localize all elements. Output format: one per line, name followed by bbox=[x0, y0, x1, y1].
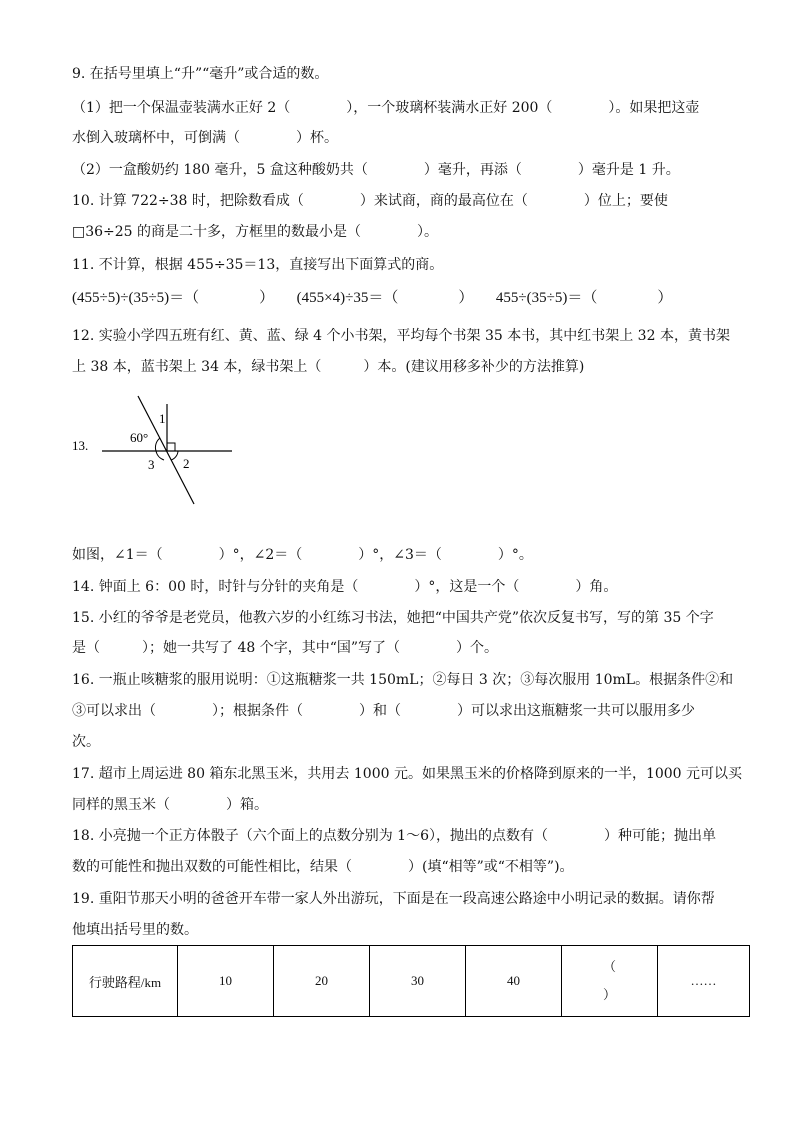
question-11: 11. 不计算，根据 455÷35＝13，直接写出下面算式的商。 bbox=[72, 257, 444, 273]
table-row bbox=[73, 946, 750, 1017]
distance-table bbox=[72, 945, 750, 1017]
question-17: 17. 超市上周运进 80 箱东北黑玉米，共用去 1000 元。如果黑玉米的价格降到原来的一半，1000 元可以买 bbox=[72, 766, 743, 782]
right-angle-mark bbox=[167, 443, 175, 451]
table-header-cell: 行驶路程/km bbox=[73, 946, 178, 1017]
question-10-cont: □36÷25 的商是二十多，方框里的数最小是（ ）。 bbox=[72, 224, 439, 240]
question-18: 18. 小亮抛一个正方体骰子（六个面上的点数分别为 1～6），抛出的点数有（ ）种可能；抛出单 bbox=[72, 828, 716, 844]
question-17-cont: 同样的黑玉米（ ）箱。 bbox=[72, 797, 268, 813]
slanted-line bbox=[138, 396, 194, 504]
angle-60-label: 60° bbox=[130, 430, 149, 445]
blank-open-paren: （ bbox=[602, 959, 616, 974]
question-12: 12. 实验小学四五班有红、黄、蓝、绿 4 个小书架，平均每个书架 35 本书，其中红书架上 32 本，黄书架 bbox=[72, 328, 730, 344]
table-cell: 10 bbox=[178, 946, 274, 1017]
question-9-part-1: （1）把一个保温壶装满水正好 2（ ），一个玻璃杯装满水正好 200（ ）。如果把这壶 bbox=[72, 100, 700, 116]
angle-arc-2 bbox=[171, 451, 178, 460]
table-ellipsis-cell: …… bbox=[658, 946, 750, 1017]
question-19-cont: 他填出括号里的数。 bbox=[72, 922, 198, 938]
question-13-blanks: 如图，∠1＝（ ）°，∠2＝（ ）°，∠3＝（ ）°。 bbox=[72, 547, 533, 563]
question-13-number: 13. bbox=[72, 438, 89, 453]
question-11-expressions: (455÷5)÷(35÷5)＝（ ） (455×4)÷35＝（ ） 455÷(35÷5)＝（ ） bbox=[72, 290, 673, 306]
angle-2-label: 2 bbox=[183, 456, 190, 471]
angle-1-label: 1 bbox=[159, 411, 166, 426]
table-cell: 20 bbox=[274, 946, 370, 1017]
question-9-part-1-cont: 水倒入玻璃杯中，可倒满（ ）杯。 bbox=[72, 130, 338, 146]
table-blank-cell[interactable] bbox=[562, 946, 658, 1017]
angle-arc-60 bbox=[155, 438, 160, 451]
question-12-cont: 上 38 本，蓝书架上 34 本，绿书架上（ ）本。(建议用移多补少的方法推算) bbox=[72, 359, 585, 375]
angle-arc-3 bbox=[156, 451, 164, 460]
question-16: 16. 一瓶止咳糖浆的服用说明：①这瓶糖浆一共 150mL；②每日 3 次；③每次服用 10mL。根据条件②和 bbox=[72, 672, 734, 688]
table-cell: 30 bbox=[370, 946, 466, 1017]
question-14: 14. 钟面上 6：00 时，时针与分针的夹角是（ ）°，这是一个（ ）角。 bbox=[72, 579, 618, 595]
blank-close-paren: ） bbox=[602, 987, 616, 1002]
question-15: 15. 小红的爷爷是老党员，他教六岁的小红练习书法，她把“中国共产党”依次反复书写，写的第 35 个字 bbox=[72, 610, 714, 626]
question-15-cont: 是（ ）；她一共写了 48 个字，其中“国”写了（ ）个。 bbox=[72, 640, 499, 656]
question-16-end: 次。 bbox=[72, 734, 100, 750]
question-9-part-2: （2）一盒酸奶约 180 毫升，5 盒这种酸奶共（ ）毫升，再添（ ）毫升是 1 升。 bbox=[72, 162, 680, 178]
question-10: 10. 计算 722÷38 时，把除数看成（ ）来试商，商的最高位在（ ）位上；要使 bbox=[72, 193, 668, 209]
question-19: 19. 重阳节那天小明的爸爸开车带一家人外出游玩，下面是在一段高速公路途中小明记录的数据。请你帮 bbox=[72, 891, 715, 907]
question-13-figure bbox=[72, 390, 252, 514]
question-9-title: 9. 在括号里填上“升”“毫升”或合适的数。 bbox=[72, 66, 329, 82]
table-cell: 40 bbox=[466, 946, 562, 1017]
question-18-cont: 数的可能性和抛出双数的可能性相比，结果（ ）(填“相等”或“不相等”)。 bbox=[72, 859, 574, 875]
angle-3-label: 3 bbox=[148, 457, 155, 472]
question-16-cont: ③可以求出（ ）；根据条件（ ）和（ ）可以求出这瓶糖浆一共可以服用多少 bbox=[72, 703, 695, 719]
